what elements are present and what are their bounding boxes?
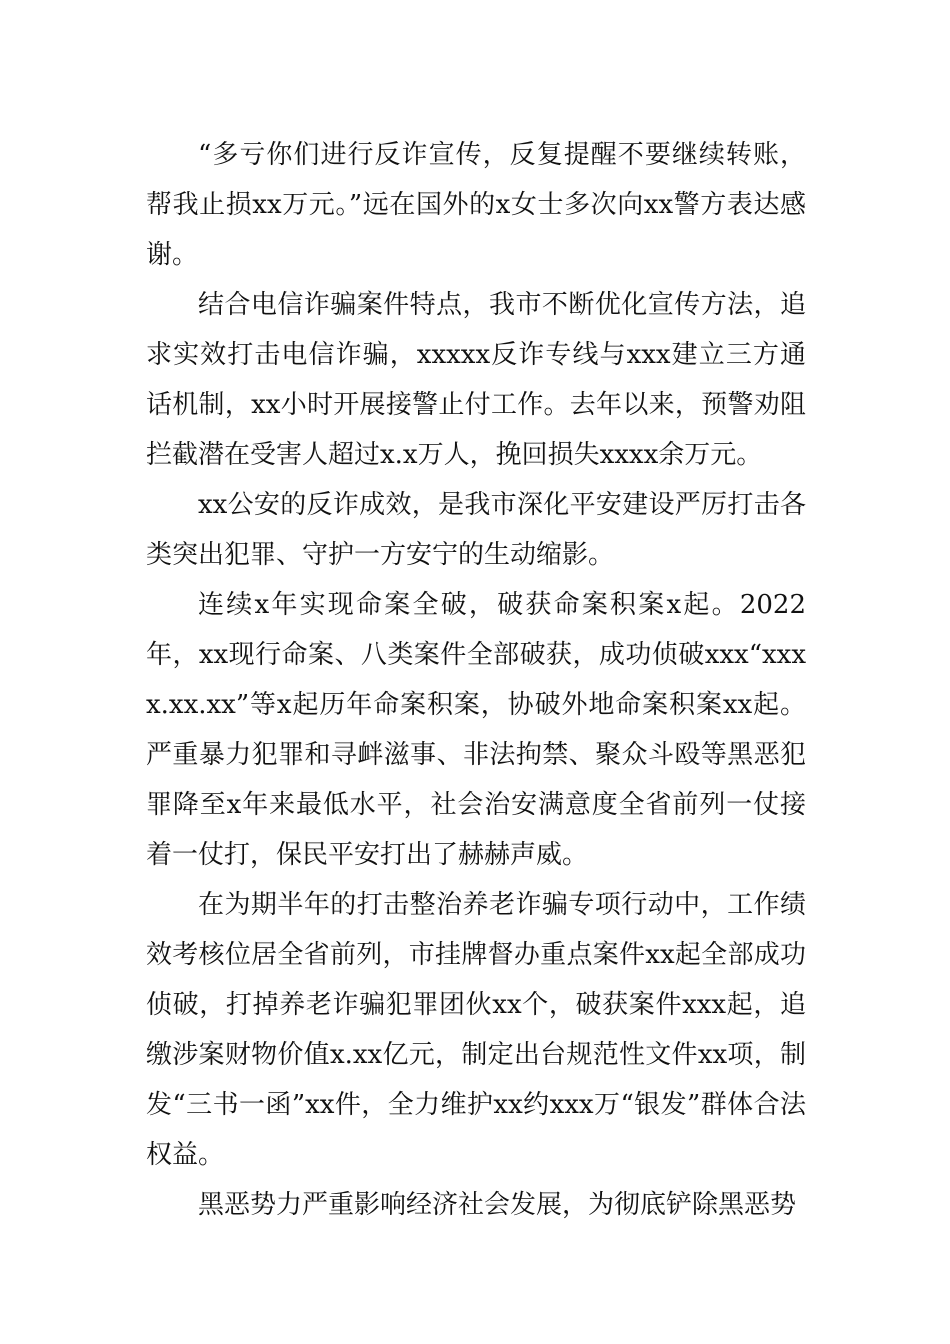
paragraph-4: 连续x年实现命案全破，破获命案积案x起。2022年，xx现行命案、八类案件全部破获，成功侦破xxx“xxxx.xx.xx”等x起历年命案积案，协破外地命案积案xx起。严重暴力犯罪和寻衅滋事、非法拘禁、聚众斗殴等黑恶犯罪降至x年来最低水平，社会治安满意度全省前列一仗接着一仗打，保民平安打出了赫赫声威。 <box>146 590 806 870</box>
paragraph-1: “多亏你们进行反诈宣传，反复提醒不要继续转账，帮我止损xx万元。”远在国外的x女士多次向xx警方表达感谢。 <box>146 140 806 270</box>
paragraph-5: 在为期半年的打击整治养老诈骗专项行动中，工作绩效考核位居全省前列，市挂牌督办重点案件xx起全部成功侦破，打掉养老诈骗犯罪团伙xx个，破获案件xxx起，追缴涉案财物价值x.xx亿元，制定出台规范性文件xx项，制发“三书一函”xx件，全力维护xx约xxx万“银发”群体合法权益。 <box>146 890 806 1170</box>
document-body <box>146 130 806 1230</box>
paragraph-6: 黑恶势力严重影响经济社会发展，为彻底铲除黑恶势 <box>198 1190 797 1220</box>
paragraph-3: xx公安的反诈成效，是我市深化平安建设严厉打击各类突出犯罪、守护一方安宁的生动缩影。 <box>146 490 806 570</box>
paragraph-2: 结合电信诈骗案件特点，我市不断优化宣传方法，追求实效打击电信诈骗，xxxxx反诈专线与xxx建立三方通话机制，xx小时开展接警止付工作。去年以来，预警劝阻拦截潜在受害人超过x.x万人，挽回损失xxxx余万元。 <box>146 290 806 470</box>
